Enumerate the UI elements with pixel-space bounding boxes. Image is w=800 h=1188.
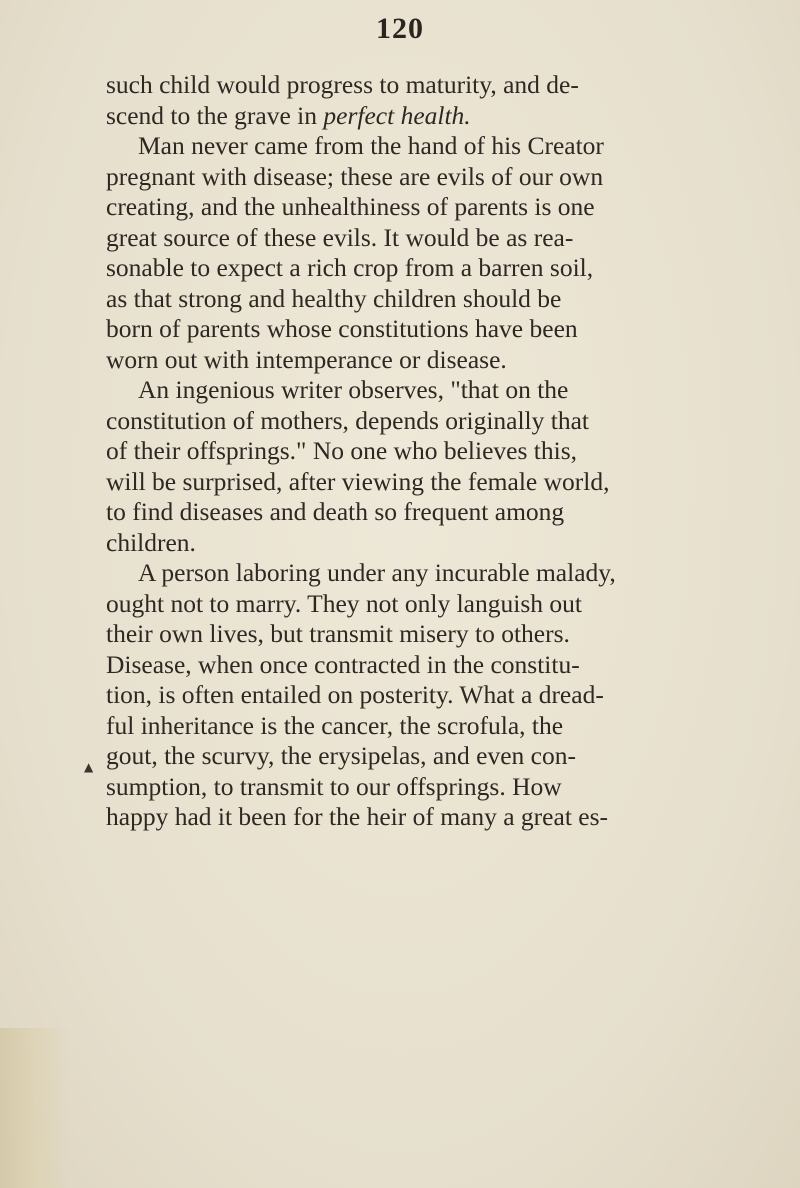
paper-stain bbox=[0, 1028, 70, 1188]
text-line-1: such child would progress to maturity, and de- bbox=[106, 70, 579, 99]
text-line-14: will be surprised, after viewing the female world, bbox=[106, 466, 610, 496]
text-line-22: ful inheritance is the cancer, the scrofula, the bbox=[106, 710, 564, 740]
text-line-6: great source of these evils. It would be as rea- bbox=[106, 222, 574, 252]
text-line-9: born of parents whose constitutions have been bbox=[106, 314, 578, 343]
text-line-21: tion, is often entailed on posterity. What a dread- bbox=[106, 680, 604, 709]
body-text bbox=[106, 70, 794, 833]
text-line-8: as that strong and healthy children should be bbox=[106, 283, 562, 313]
margin-mark-icon: ▲ bbox=[84, 760, 94, 774]
italic-phrase: perfect health. bbox=[323, 100, 471, 130]
text-line-23: gout, the scurvy, the erysipelas, and even con- bbox=[106, 741, 576, 770]
text-line-2 bbox=[106, 101, 794, 132]
text-line-13: of their offsprings." No one who believes this, bbox=[106, 436, 577, 465]
text-line-10: worn out with intemperance or disease. bbox=[106, 344, 507, 374]
text-line-18: ought not to marry. They not only languish out bbox=[106, 588, 582, 618]
text-line-2-start: scend to the grave in bbox=[106, 100, 324, 130]
text-line-5: creating, and the unhealthiness of parents is one bbox=[106, 192, 595, 221]
text-line-4: pregnant with disease; these are evils of our own bbox=[106, 161, 604, 191]
page-number: 120 bbox=[376, 12, 424, 45]
text-line-12: constitution of mothers, depends originally that bbox=[106, 405, 590, 435]
text-line-7: sonable to expect a rich crop from a barren soil, bbox=[106, 253, 594, 282]
text-line-15: to find diseases and death so frequent among bbox=[106, 497, 565, 526]
text-line-19: their own lives, but transmit misery to others. bbox=[106, 619, 570, 648]
text-line-24: sumption, to transmit to our offsprings. How bbox=[106, 771, 562, 801]
text-line-20: Disease, when once contracted in the constitu- bbox=[106, 649, 580, 679]
text-line-17: A person laboring under any incurable malady, bbox=[138, 558, 616, 587]
text-line-3: Man never came from the hand of his Creator bbox=[138, 131, 604, 160]
text-line-25: happy had it been for the heir of many a great es- bbox=[106, 802, 609, 831]
text-line-16: children. bbox=[106, 527, 196, 557]
text-line-11: An ingenious writer observes, "that on the bbox=[138, 375, 569, 404]
